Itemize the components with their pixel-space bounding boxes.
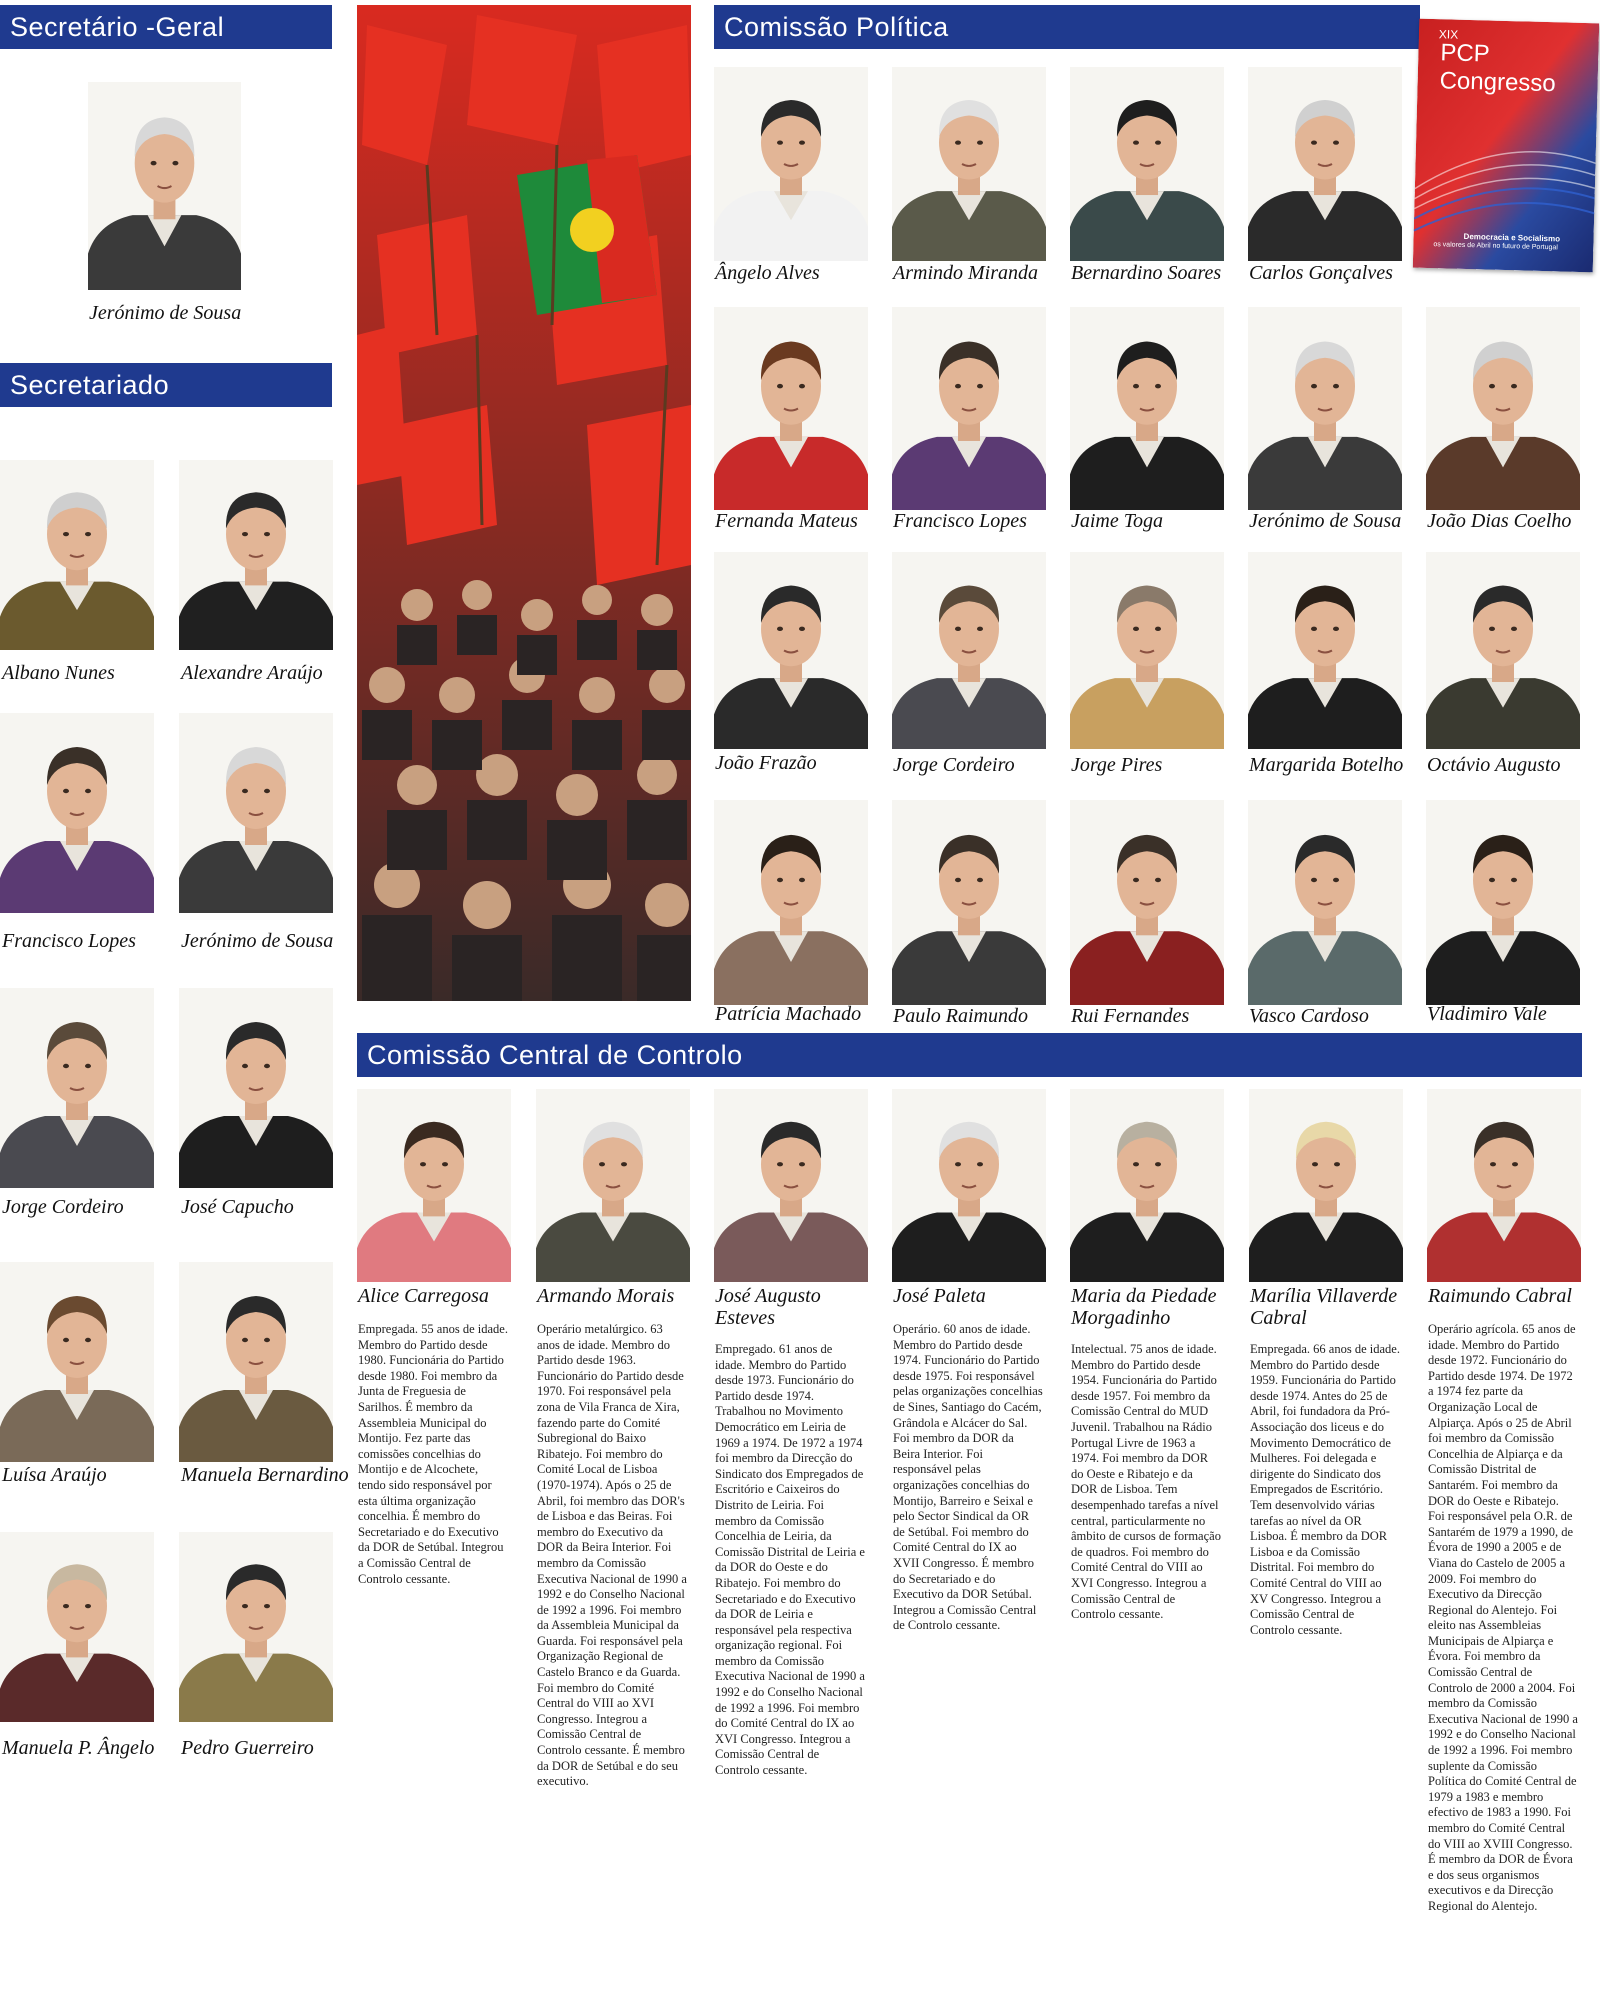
name-secretariado-4: Jerónimo de Sousa — [181, 930, 334, 952]
name-comissao-politica-18: Vasco Cardoso — [1249, 1005, 1369, 1027]
portrait-comissao-politica-9 — [1426, 307, 1580, 510]
portrait-secretariado-4 — [179, 713, 333, 913]
header-secretario-geral — [0, 5, 332, 49]
portrait-comissao-politica-17 — [1070, 800, 1224, 1005]
cover-edition: XIX — [1438, 27, 1459, 42]
portrait-comissao-central-7 — [1427, 1089, 1581, 1282]
portrait-secretariado-6 — [179, 988, 333, 1188]
name-comissao-politica-4: Carlos Gonçalves — [1249, 262, 1393, 284]
name-comissao-central-3: José Augusto Esteves — [715, 1285, 821, 1329]
portrait-comissao-politica-3 — [1070, 67, 1224, 261]
portrait-comissao-politica-19 — [1426, 800, 1580, 1005]
name-comissao-central-5: Maria da Piedade Morgadinho — [1071, 1285, 1217, 1329]
name-comissao-central-4: José Paleta — [893, 1285, 986, 1307]
bio-comissao-central-7: Operário agrícola. 65 anos de idade. Membro do Partido desde 1972. Funcionário do Partido desde 1974. De 1972 a 1974 fez parte da Organização Local de Alpiarça. Após o 25 de Abril foi membro da Comissão Concelhia de Alpiarça e da Comissão Distrital de Santarém. Foi membro da DOR do Oeste e Ribatejo. Foi responsável pela O.R. de Santarém de 1979 a 1990, de Évora de 1990 a 2005 e de Viana do Castelo de 2005 a 2009. Foi membro do Executivo da Direcção Regional do Alentejo. Foi eleito nas Assembleias Municipais de Alpiarça e Évora. Foi membro da Comissão Central de Controlo de 2000 a 2004. Foi membro da Comissão Executiva Nacional de 1990 a 1992 e do Conselho Nacional de 1992 a 1996. Foi membro suplente da Comissão Política do Comité Central de 1979 a 1983 e membro efectivo de 1983 a 1990. Foi membro do Comité Central do VIII ao XVIII Congresso. É membro da DOR de Évora e dos seus organismos executivos e da Direcção Regional do Alentejo. — [1428, 1322, 1578, 1913]
portrait-comissao-politica-16 — [892, 800, 1046, 1005]
name-secretariado-10: Pedro Guerreiro — [181, 1737, 314, 1759]
name-comissao-politica-11: Jorge Cordeiro — [893, 754, 1015, 776]
portrait-comissao-politica-6 — [892, 307, 1046, 510]
header-text: Secretariado — [10, 369, 170, 400]
name-comissao-central-2: Armando Morais — [537, 1285, 675, 1307]
portrait-comissao-central-3 — [714, 1089, 868, 1282]
name-comissao-politica-17: Rui Fernandes — [1071, 1005, 1190, 1027]
portrait-secretariado-5 — [0, 988, 154, 1188]
portrait-secretariado-1 — [0, 460, 154, 650]
portrait-comissao-politica-5 — [714, 307, 868, 510]
name-comissao-politica-15: Patrícia Machado — [715, 1003, 862, 1025]
name-secretariado-1: Albano Nunes — [2, 662, 115, 684]
header-text: Secretário -Geral — [10, 11, 225, 42]
name-comissao-central-7: Raimundo Cabral — [1428, 1285, 1572, 1307]
name-comissao-politica-10: João Frazão — [715, 752, 817, 774]
name-secretariado-2: Alexandre Araújo — [181, 662, 323, 684]
bio-comissao-central-4: Operário. 60 anos de idade. Membro do Partido desde 1974. Funcionário do Partido desde 1975. Foi responsável pelas organizações concelhias de Sines, Santiago do Cacém, Grândola e Alcácer do Sal. Foi membro da DOR da Beira Interior. Foi responsável pelas organizações concelhias do Montijo, Barreiro e Seixal e pelo Sector Sindical da OR de Setúbal. Foi membro do Comité Central do IX ao XVII Congresso. É membro do Secretariado e do Executivo da DOR Setúbal. Integrou a Comissão Central de Controlo cessante. — [893, 1322, 1043, 1633]
portrait-secretariado-8 — [179, 1262, 333, 1462]
bio-comissao-central-2: Operário metalúrgico. 63 anos de idade. Membro do Partido desde 1963. Funcionário do Partido desde 1970. Foi responsável pela zona de Vila Franca de Xira, fazendo parte do Comité Subregional do Baixo Ribatejo. Foi membro do Comité Local de Lisboa (1970-1974). Após o 25 de Abril, foi membro das DOR's de Lisboa e das Beiras. Foi membro do Executivo da DOR da Beira Interior. Foi membro da Comissão Executiva Nacional de 1990 a 1992 e do Conselho Nacional de 1992 a 1996. Foi membro da Assembleia Municipal da Guarda. Foi responsável pela Organização Regional de Castelo Branco e da Guarda. Foi membro do Comité Central do VIII ao XVI Congresso. Integrou a Comissão Central de Controlo cessante. É membro da DOR de Setúbal e do seu executivo. — [537, 1322, 687, 1789]
name-comissao-central-1: Alice Carregosa — [358, 1285, 489, 1307]
name-comissao-politica-1: Ângelo Alves — [715, 262, 820, 284]
portrait-comissao-central-2 — [536, 1089, 690, 1282]
name-secretariado-3: Francisco Lopes — [2, 930, 136, 952]
name-comissao-politica-16: Paulo Raimundo — [893, 1005, 1028, 1027]
cover-slogan: Democracia e Socialismo — [1463, 231, 1561, 244]
portrait-comissao-politica-4 — [1248, 67, 1402, 261]
portrait-secretariado-10 — [179, 1532, 333, 1722]
bio-comissao-central-3: Empregado. 61 anos de idade. Membro do Partido desde 1973. Funcionário do Partido desde 1974. Trabalhou no Movimento Democrático em Leiria de 1969 a 1974. De 1972 a 1974 foi membro da Direcção do Sindicato dos Empregados de Escritório e Caixeiros do Distrito de Leiria. Foi membro da Comissão Concelhia de Leiria, da Comissão Distrital de Leiria e da DOR do Oeste e do Ribatejo. Foi membro do Secretariado e do Executivo da DOR de Leiria e responsável pela respectiva organização regional. Foi membro da Comissão Executiva Nacional de 1990 a 1992 e do Conselho Nacional de 1992 a 1996. Foi membro do Comité Central do IX ao XVI Congresso. Integrou a Comissão Central de Controlo cessante. — [715, 1342, 865, 1778]
name-secretariado-8: Manuela Bernardino — [181, 1464, 349, 1486]
portrait-comissao-politica-14 — [1426, 552, 1580, 749]
name-secretario-geral: Jerónimo de Sousa — [89, 302, 242, 324]
header-text: Comissão Política — [724, 11, 949, 42]
portrait-comissao-politica-13 — [1248, 552, 1402, 749]
congress-cover — [1413, 19, 1599, 273]
portrait-secretariado-7 — [0, 1262, 154, 1462]
portrait-comissao-politica-15 — [714, 800, 868, 1005]
portrait-comissao-politica-7 — [1070, 307, 1224, 510]
name-comissao-politica-5: Fernanda Mateus — [715, 510, 858, 532]
name-comissao-politica-12: Jorge Pires — [1071, 754, 1163, 776]
name-secretariado-9: Manuela P. Ângelo — [2, 1737, 155, 1759]
cover-title: PCP Congresso — [1439, 39, 1557, 98]
portrait-comissao-politica-11 — [892, 552, 1046, 749]
name-comissao-politica-6: Francisco Lopes — [893, 510, 1027, 532]
portrait-secretariado-9 — [0, 1532, 154, 1722]
header-comissao-central — [357, 1033, 1582, 1077]
header-comissao-politica — [714, 5, 1420, 49]
bio-comissao-central-1: Empregada. 55 anos de idade. Membro do Partido desde 1980. Funcionária do Partido desde 1980. Foi membro da Junta de Freguesia de Sarilhos. É membro da Assembleia Municipal do Montijo. Fez parte das comissões concelhias do Montijo e de Alcochete, tendo sido responsável por esta última organização concelhia. É membro do Secretariado e do Executivo da DOR de Setúbal. Integrou a Comissão Central de Controlo cessante. — [358, 1322, 508, 1586]
name-comissao-politica-13: Margarida Botelho — [1249, 754, 1404, 776]
bio-comissao-central-5: Intelectual. 75 anos de idade. Membro do Partido desde 1954. Funcionária do Partido desde 1957. Foi membro da Comissão Central do MUD Juvenil. Trabalhou na Rádio Portugal Livre de 1963 a 1974. Foi membro da DOR do Oeste e Ribatejo e da DOR de Lisboa. Tem desempenhado tarefas a nível central, particularmente no âmbito de cursos de formação de quadros. Foi membro do Comité Central do VIII ao XVI Congresso. Integrou a Comissão Central de Controlo cessante. — [1071, 1342, 1221, 1622]
bio-comissao-central-6: Empregada. 66 anos de idade. Membro do Partido desde 1959. Funcionária do Partido desde 1974. Antes do 25 de Abril, foi fundadora da Pró-Associação dos liceus e do Movimento Democrático de Mulheres. Foi delegada e dirigente do Sindicato dos Empregados de Escritório. Tem desenvolvido várias tarefas ao nível da OR Lisboa. É membro da DOR Lisboa e da Comissão Distrital. Foi membro do Comité Central do VIII ao XV Congresso. Integrou a Comissão Central de Controlo cessante. — [1250, 1342, 1400, 1637]
name-secretariado-6: José Capucho — [181, 1196, 294, 1218]
portrait-comissao-politica-10 — [714, 552, 868, 749]
name-comissao-politica-7: Jaime Toga — [1071, 510, 1164, 532]
header-text: Comissão Central de Controlo — [367, 1039, 743, 1070]
name-secretariado-7: Luísa Araújo — [2, 1464, 107, 1486]
portrait-comissao-central-4 — [892, 1089, 1046, 1282]
header-secretariado — [0, 363, 332, 407]
name-comissao-politica-9: João Dias Coelho — [1427, 510, 1572, 532]
name-comissao-politica-19: Vladimiro Vale — [1427, 1003, 1547, 1025]
name-secretariado-5: Jorge Cordeiro — [2, 1196, 124, 1218]
portrait-comissao-politica-8 — [1248, 307, 1402, 510]
portrait-comissao-central-1 — [357, 1089, 511, 1282]
portrait-secretariado-3 — [0, 713, 154, 913]
portrait-comissao-politica-1 — [714, 67, 868, 261]
crowd-photo — [357, 5, 691, 1001]
cover-subtitle: os valores de Abril no futuro de Portugal — [1433, 241, 1558, 252]
name-comissao-politica-2: Armindo Miranda — [893, 262, 1038, 284]
portrait-comissao-politica-2 — [892, 67, 1046, 261]
name-comissao-politica-14: Octávio Augusto — [1427, 754, 1561, 776]
portrait-comissao-central-5 — [1070, 1089, 1224, 1282]
name-comissao-central-6: Marília Villaverde Cabral — [1250, 1285, 1398, 1329]
portrait-secretario-geral — [88, 82, 241, 290]
portrait-comissao-politica-12 — [1070, 552, 1224, 749]
name-comissao-politica-3: Bernardino Soares — [1071, 262, 1222, 284]
portrait-comissao-central-6 — [1249, 1089, 1403, 1282]
name-comissao-politica-8: Jerónimo de Sousa — [1249, 510, 1402, 532]
portrait-secretariado-2 — [179, 460, 333, 650]
portrait-comissao-politica-18 — [1248, 800, 1402, 1005]
